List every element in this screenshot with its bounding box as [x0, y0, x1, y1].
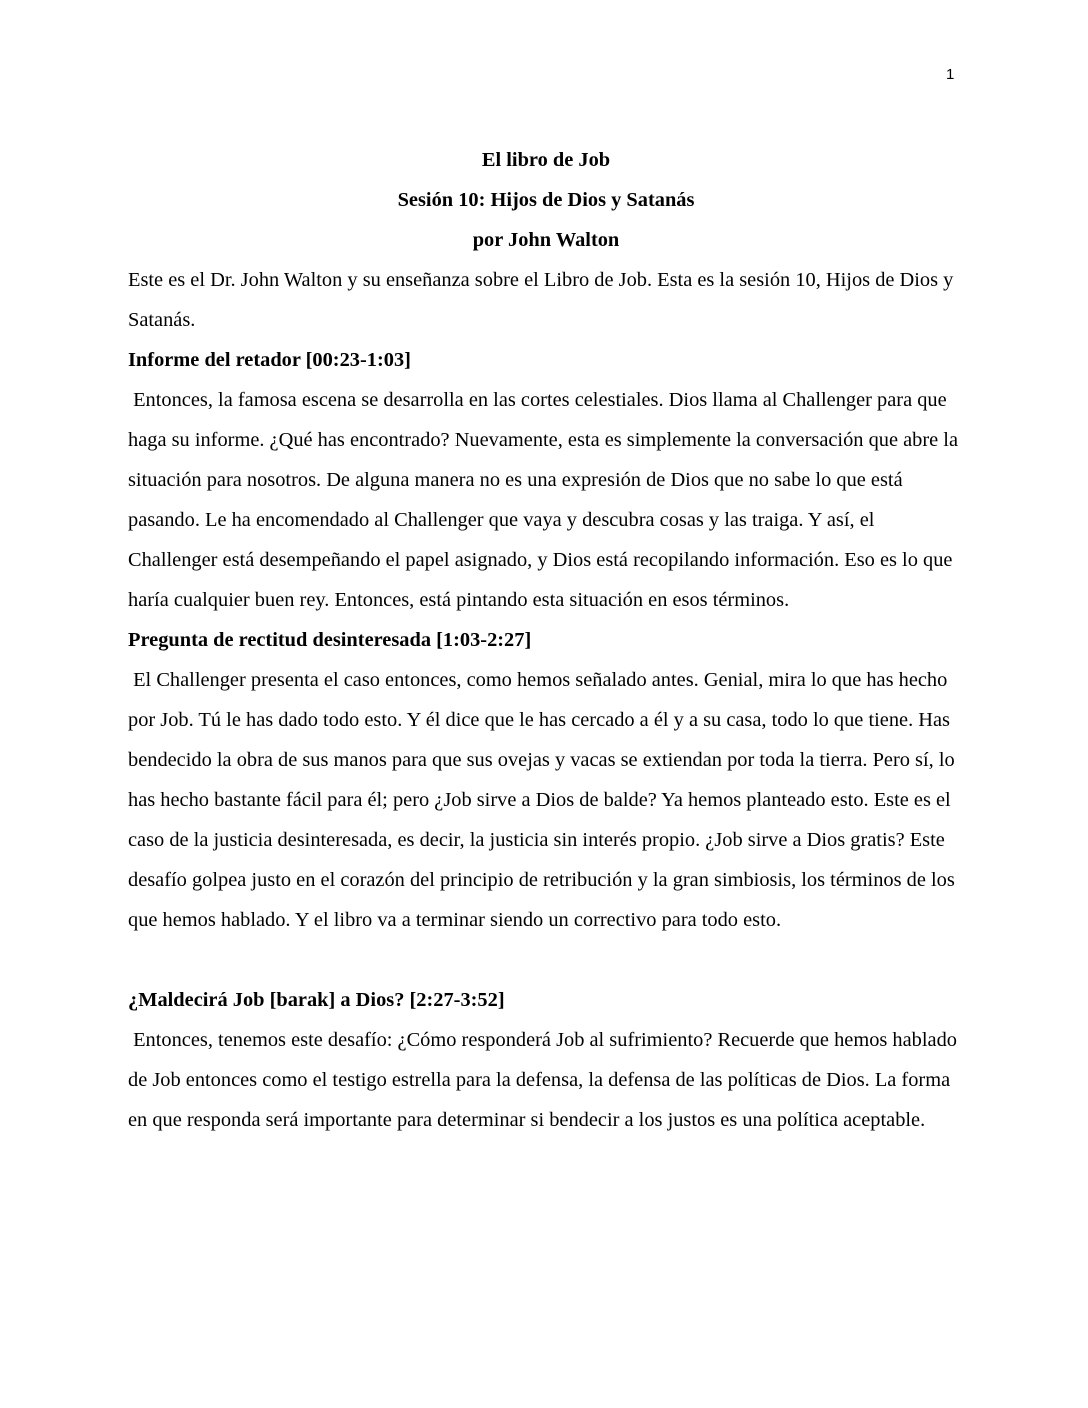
section-heading-maldecira: ¿Maldecirá Job [barak] a Dios? [2:27-3:52] — [128, 989, 505, 1011]
section-spacer — [128, 940, 964, 980]
document-subtitle: Sesión 10: Hijos de Dios y Satanás — [397, 189, 695, 211]
section-body-maldecira: Entonces, tenemos este desafío: ¿Cómo responderá Job al sufrimiento? Recuerde que hemos hablado de Job entonces como el testigo estrella para la defensa, la defensa de las políticas de Dios. La forma en que responda será importante para determinar si bendecir a los justos es una política aceptable. — [128, 1029, 957, 1131]
page-number: 1 — [946, 66, 955, 83]
section-heading-informe: Informe del retador [00:23-1:03] — [128, 349, 411, 371]
section-body-informe: Entonces, la famosa escena se desarrolla en las cortes celestiales. Dios llama al Challenger para que haga su informe. ¿Qué has encontrado? Nuevamente, esta es simplemente la conversación que abre la situación para nosotros. De alguna manera no es una expresión de Dios que no sabe lo que está pasando. Le ha encomendado al Challenger que vaya y descubra cosas y las traiga. Y así, el Challenger está desempeñando el papel asignado, y Dios está recopilando información. Eso es lo que haría cualquier buen rey. Entonces, está pintando esta situación en esos términos. — [128, 389, 959, 611]
document-title: El libro de Job — [481, 149, 611, 171]
section-heading-pregunta: Pregunta de rectitud desinteresada [1:03-2:27] — [128, 629, 532, 651]
document-author: por John Walton — [472, 229, 620, 251]
section-body-pregunta: El Challenger presenta el caso entonces, como hemos señalado antes. Genial, mira lo que has hecho por Job. Tú le has dado todo esto. Y él dice que le has cercado a él y a su casa, todo lo que tiene. Has bendecido la obra de sus manos para que sus ovejas y vacas se extiendan por toda la tierra. Pero sí, lo has hecho bastante fácil para él; pero ¿Job sirve a Dios de balde? Ya hemos planteado esto. Este es el caso de la justicia desinteresada, es decir, la justicia sin interés propio. ¿Job sirve a Dios gratis? Este desafío golpea justo en el corazón del principio de retribución y la gran simbiosis, los términos de los que hemos hablado. Y el libro va a terminar siendo un correctivo para todo esto. — [128, 669, 955, 931]
document-body — [128, 140, 964, 1140]
intro-paragraph: Este es el Dr. John Walton y su enseñanza sobre el Libro de Job. Esta es la sesión 10, Hijos de Dios y Satanás. — [128, 269, 954, 331]
